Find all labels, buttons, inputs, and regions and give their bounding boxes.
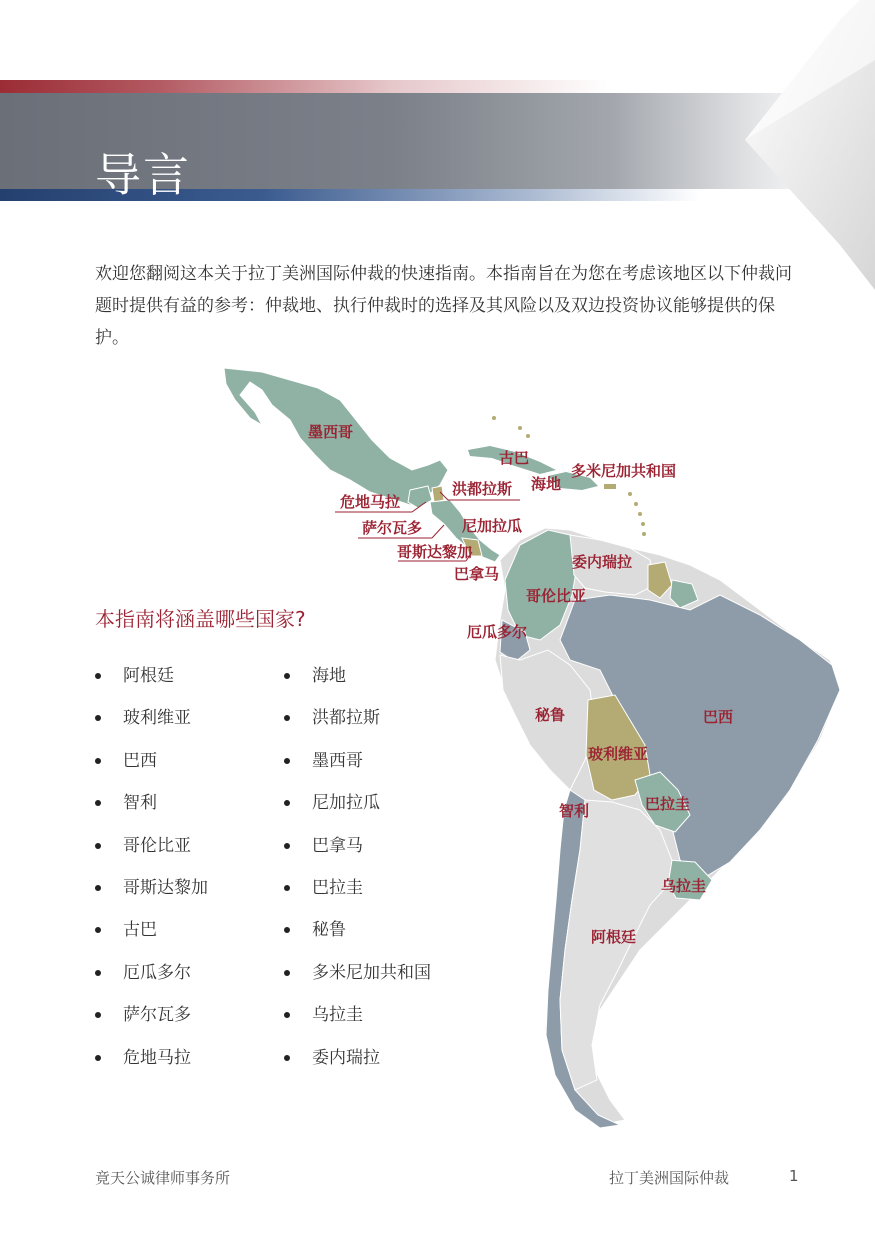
country-name: 萨尔瓦多 bbox=[123, 1005, 191, 1026]
latin-america-map bbox=[180, 355, 860, 1135]
list-item bbox=[95, 748, 208, 790]
footer-firm-name: 竟天公诚律师事务所 bbox=[95, 1169, 231, 1187]
bullet-icon bbox=[95, 758, 101, 764]
map-label-nicaragua: 尼加拉瓜 bbox=[462, 517, 523, 535]
country-name: 智利 bbox=[123, 793, 157, 814]
list-item bbox=[95, 1045, 208, 1087]
country-name: 尼加拉瓜 bbox=[312, 793, 380, 814]
list-item bbox=[95, 663, 208, 705]
list-item bbox=[95, 960, 208, 1002]
map-label-mexico: 墨西哥 bbox=[308, 423, 354, 441]
country-name: 厄瓜多尔 bbox=[123, 962, 191, 983]
footer-doc-title: 拉丁美洲国际仲裁 bbox=[609, 1169, 730, 1187]
country-name: 巴拉圭 bbox=[312, 877, 363, 898]
map-label-paraguay: 巴拉圭 bbox=[645, 795, 691, 813]
map-label-uruguay: 乌拉圭 bbox=[661, 877, 707, 895]
map-label-colombia: 哥伦比亚 bbox=[526, 587, 587, 605]
bullet-icon bbox=[95, 1012, 101, 1018]
list-item bbox=[284, 960, 431, 1002]
country-name: 古巴 bbox=[123, 920, 157, 941]
country-name: 巴西 bbox=[123, 750, 157, 771]
country-name: 阿根廷 bbox=[123, 666, 174, 686]
bullet-icon bbox=[284, 758, 290, 764]
list-item bbox=[284, 833, 431, 875]
bullet-icon bbox=[95, 970, 101, 976]
list-item bbox=[95, 1002, 208, 1044]
map-label-cuba: 古巴 bbox=[499, 449, 530, 467]
countries-heading: 本指南将涵盖哪些国家? bbox=[95, 607, 306, 631]
list-item bbox=[284, 1002, 431, 1044]
country-name: 多米尼加共和国 bbox=[312, 962, 431, 983]
bullet-icon bbox=[95, 843, 101, 849]
bullet-icon bbox=[284, 885, 290, 891]
bullet-icon bbox=[284, 715, 290, 721]
map-label-chile: 智利 bbox=[559, 802, 590, 820]
bullet-icon bbox=[284, 1012, 290, 1018]
list-item bbox=[284, 790, 431, 832]
country-name: 危地马拉 bbox=[123, 1047, 191, 1068]
list-item bbox=[95, 875, 208, 917]
list-item bbox=[95, 833, 208, 875]
map-label-brazil: 巴西 bbox=[703, 708, 734, 726]
map-label-peru: 秘鲁 bbox=[535, 706, 566, 724]
country-name: 哥斯达黎加 bbox=[123, 877, 208, 898]
page-number: 1 bbox=[789, 1167, 799, 1185]
bullet-icon bbox=[284, 843, 290, 849]
country-name: 海地 bbox=[312, 666, 346, 686]
map-label-ecuador: 厄瓜多尔 bbox=[467, 623, 528, 641]
list-item bbox=[95, 705, 208, 747]
country-name: 哥伦比亚 bbox=[123, 835, 191, 856]
bullet-icon bbox=[95, 673, 101, 679]
country-name: 秘鲁 bbox=[312, 920, 346, 941]
country-name: 墨西哥 bbox=[312, 750, 363, 771]
list-item bbox=[284, 875, 431, 917]
bullet-icon bbox=[95, 1055, 101, 1061]
list-item bbox=[284, 663, 431, 705]
list-item bbox=[284, 705, 431, 747]
guatemala-region bbox=[408, 486, 432, 508]
bullet-icon bbox=[284, 800, 290, 806]
map-label-guatemala: 危地马拉 bbox=[340, 493, 401, 511]
map-label-haiti: 海地 bbox=[531, 475, 562, 493]
list-item bbox=[284, 917, 431, 959]
map-label-panama: 巴拿马 bbox=[454, 565, 500, 583]
map-label-venezuela: 委内瑞拉 bbox=[572, 553, 633, 571]
bullet-icon bbox=[95, 885, 101, 891]
bullet-icon bbox=[284, 673, 290, 679]
map-label-honduras: 洪都拉斯 bbox=[452, 480, 513, 498]
bullet-icon bbox=[95, 715, 101, 721]
page-title: 导言 bbox=[95, 147, 191, 202]
country-name: 乌拉圭 bbox=[312, 1005, 363, 1026]
map-label-bolivia: 玻利维亚 bbox=[588, 745, 649, 763]
intro-paragraph: 欢迎您翻阅这本关于拉丁美洲国际仲裁的快速指南。本指南旨在为您在考虑该地区以下仲裁问题时提供有益的参考：仲裁地、执行仲裁时的选择及其风险以及双边投资协议能够提供的保护。 bbox=[95, 264, 792, 348]
countries-list-right bbox=[284, 663, 431, 1087]
bullet-icon bbox=[284, 927, 290, 933]
list-item bbox=[284, 1045, 431, 1087]
list-item bbox=[284, 748, 431, 790]
map-label-dominican: 多米尼加共和国 bbox=[571, 462, 677, 480]
country-name: 玻利维亚 bbox=[123, 708, 191, 729]
bullet-icon bbox=[284, 1055, 290, 1061]
country-name: 委内瑞拉 bbox=[312, 1047, 380, 1068]
country-name: 巴拿马 bbox=[312, 835, 363, 856]
countries-list-left bbox=[95, 663, 208, 1087]
list-item bbox=[95, 917, 208, 959]
map-label-el-salvador: 萨尔瓦多 bbox=[362, 519, 423, 537]
country-name: 洪都拉斯 bbox=[312, 708, 380, 729]
list-item bbox=[95, 790, 208, 832]
bullet-icon bbox=[95, 800, 101, 806]
bullet-icon bbox=[95, 927, 101, 933]
bullet-icon bbox=[284, 970, 290, 976]
map-label-costa-rica: 哥斯达黎加 bbox=[397, 543, 473, 561]
puerto-rico-region bbox=[604, 484, 616, 489]
map-label-argentina: 阿根廷 bbox=[591, 928, 637, 946]
